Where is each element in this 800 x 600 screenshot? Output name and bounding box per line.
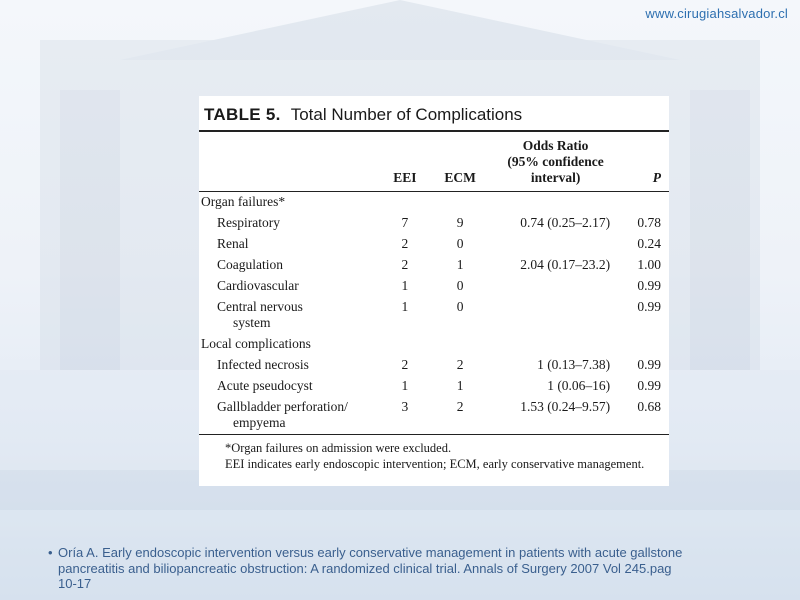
cell-eei: 1	[401, 299, 409, 314]
cell-p: 0.99	[637, 278, 661, 293]
cell-odds-ratio: 1 (0.13–7.38)	[537, 357, 611, 372]
cell-odds-ratio: 0.74 (0.25–2.17)	[520, 215, 611, 230]
table-caption: Total Number of Complications	[290, 105, 523, 124]
row-label-line1: Renal	[217, 236, 249, 251]
row-label-line1: Respiratory	[217, 215, 280, 230]
citation-line-3: 10-17	[58, 576, 92, 591]
table-title	[199, 104, 669, 126]
row-label-line1: Coagulation	[217, 257, 283, 272]
table-row	[199, 297, 669, 334]
row-label-line1: Cardiovascular	[217, 278, 299, 293]
header-label	[199, 132, 379, 191]
group-row	[199, 192, 669, 213]
cell-odds-ratio	[489, 234, 622, 255]
cell-eei: 3	[401, 399, 409, 414]
footnote-abbreviations: EEI indicates early endoscopic intervention; ECM, early conservative management.	[225, 457, 645, 471]
header-odds-ratio	[489, 132, 622, 191]
row-label-line1: Infected necrosis	[217, 357, 309, 372]
row-label	[199, 234, 379, 255]
row-label-line2: empyema	[233, 415, 286, 430]
cell-eei: 2	[401, 257, 409, 272]
header-or-line2: (95% confidence	[507, 154, 604, 169]
site-watermark: www.cirugiahsalvador.cl	[645, 6, 788, 21]
row-label	[199, 255, 379, 276]
row-label-line1: Central nervous	[217, 299, 303, 314]
table-body	[199, 192, 669, 434]
row-label	[199, 213, 379, 234]
table-row	[199, 376, 669, 397]
cell-eei: 2	[401, 236, 409, 251]
cell-p: 0.99	[637, 357, 661, 372]
cell-p: 0.68	[637, 399, 661, 414]
footnote-excluded: *Organ failures on admission were excluded.	[225, 441, 452, 455]
header-ecm: ECM	[444, 170, 476, 185]
header-or-line3: interval)	[530, 170, 581, 185]
row-label	[199, 297, 379, 334]
cell-ecm: 2	[456, 399, 464, 414]
row-label	[199, 276, 379, 297]
cell-p: 0.24	[637, 236, 661, 251]
table-row	[199, 355, 669, 376]
cell-ecm: 0	[456, 236, 464, 251]
table-figure	[199, 96, 669, 486]
header-p: P	[652, 170, 661, 185]
cell-eei: 1	[401, 278, 409, 293]
group-title: Organ failures*	[201, 194, 286, 209]
row-label	[199, 355, 379, 376]
cell-ecm: 2	[456, 357, 464, 372]
citation	[48, 545, 778, 592]
citation-bullet: •	[48, 545, 53, 560]
cell-odds-ratio: 2.04 (0.17–23.2)	[520, 257, 611, 272]
cell-ecm: 1	[456, 257, 464, 272]
row-label	[199, 397, 379, 434]
citation-line-2: pancreatitis and biliopancreatic obstruction: A randomized clinical trial. Annals of Surgery 2007 Vol 245.pag	[58, 560, 672, 576]
table-row	[199, 213, 669, 234]
table-row	[199, 397, 669, 434]
header-row	[199, 132, 669, 191]
table-row	[199, 234, 669, 255]
row-label-line2: system	[233, 315, 271, 330]
citation-line-1: Oría A. Early endoscopic intervention versus early conservative management in patients with acute gallstone	[58, 545, 683, 560]
table-number: TABLE 5.	[204, 105, 281, 124]
cell-eei: 2	[401, 357, 409, 372]
table-row	[199, 276, 669, 297]
cell-ecm: 0	[456, 299, 464, 314]
cell-p: 0.78	[637, 215, 661, 230]
table-row	[199, 255, 669, 276]
cell-p: 0.99	[637, 299, 661, 314]
cell-p: 1.00	[637, 257, 661, 272]
group-title: Local complications	[201, 336, 311, 351]
row-label	[199, 376, 379, 397]
cell-odds-ratio: 1.53 (0.24–9.57)	[520, 399, 611, 414]
cell-ecm: 9	[456, 215, 464, 230]
group-row	[199, 334, 669, 355]
cell-eei: 7	[401, 215, 409, 230]
cell-p: 0.99	[637, 378, 661, 393]
cell-ecm: 1	[456, 378, 464, 393]
cell-eei: 1	[401, 378, 409, 393]
cell-ecm: 0	[456, 278, 464, 293]
header-eei: EEI	[393, 170, 417, 185]
complications-table	[199, 132, 669, 434]
table-footnotes	[199, 435, 669, 472]
cell-odds-ratio	[489, 276, 622, 297]
header-or-line1: Odds Ratio	[522, 138, 589, 153]
cell-odds-ratio: 1 (0.06–16)	[547, 378, 611, 393]
cell-odds-ratio	[489, 297, 622, 334]
row-label-line1: Acute pseudocyst	[217, 378, 313, 393]
row-label-line1: Gallbladder perforation/	[217, 399, 348, 414]
